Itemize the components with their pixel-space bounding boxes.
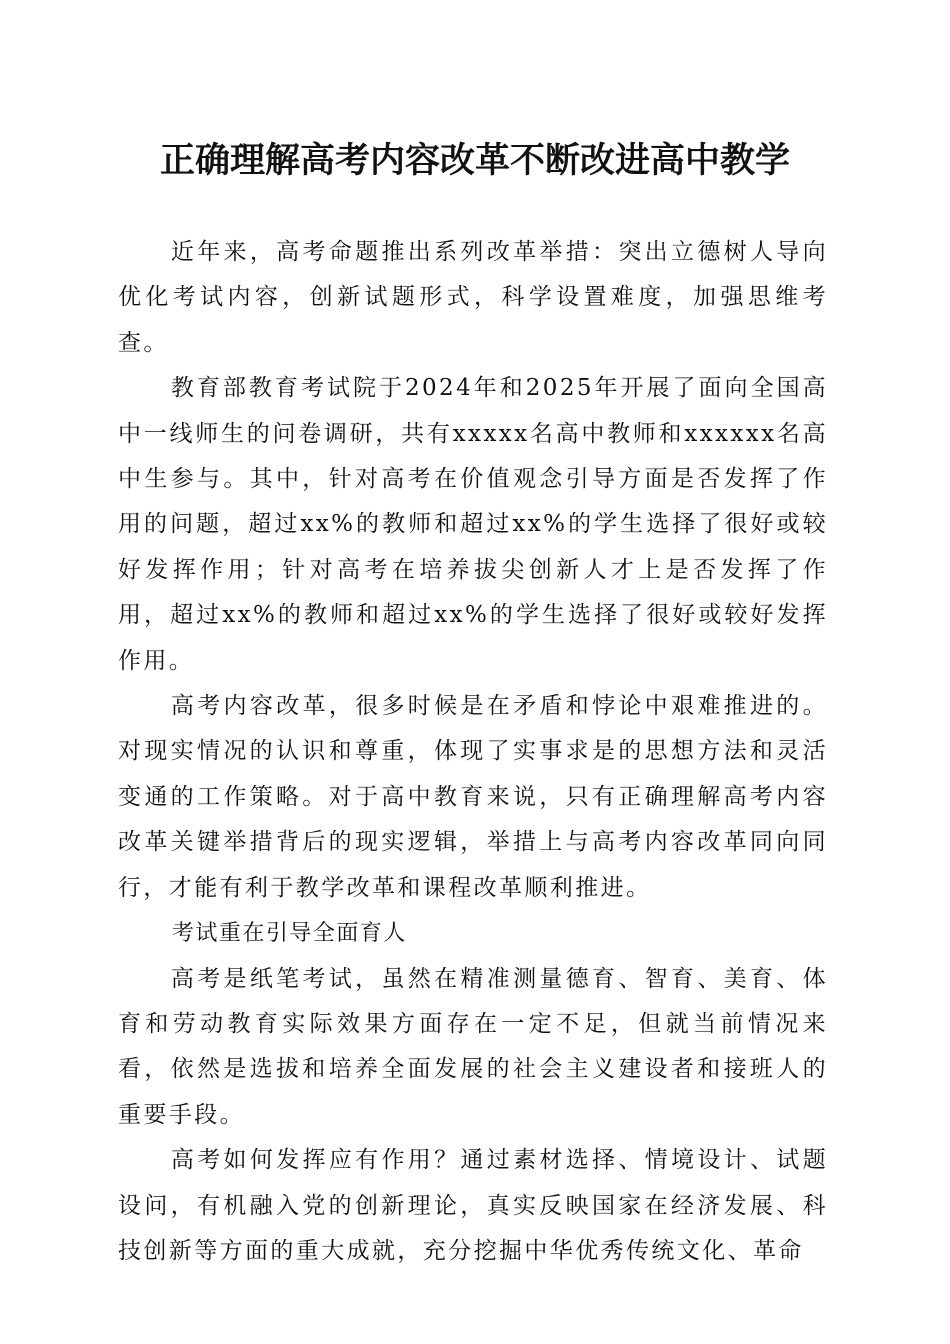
document-title: 正确理解高考内容改革不断改进高中教学: [159, 140, 790, 181]
paragraph-exam-function: 高考如何发挥应有作用？通过素材选择、情境设计、试题设问，有机融入党的创新理论，真实反映国家在经济发展、科技创新等方面的重大成就，充分挖掘中华优秀传统文化、革命: [118, 1147, 828, 1264]
section-heading: 考试重在引导全面育人: [171, 921, 407, 947]
paragraph-reform: 高考内容改革，很多时候是在矛盾和悖论中艰难推进的。对现实情况的认识和尊重，体现了实事求是的思想方法和灵活变通的工作策略。对于高中教育来说，只有正确理解高考内容改革关键举措背后的现实逻辑，举措上与高考内容改革同向同行，才能有利于教学改革和课程改革顺利推进。: [118, 693, 828, 901]
paragraph-intro: 近年来，高考命题推出系列改革举措：突出立德树人导向优化考试内容，创新试题形式，科学设置难度，加强思维考查。: [118, 239, 828, 356]
paragraph-exam-role: 高考是纸笔考试，虽然在精准测量德育、智育、美育、体育和劳动教育实际效果方面存在一定不足，但就当前情况来看，依然是选拔和培养全面发展的社会主义建设者和接班人的重要手段。: [118, 965, 828, 1128]
paragraph-survey: 教育部教育考试院于2024年和2025年开展了面向全国高中一线师生的问卷调研，共有xxxxx名高中教师和xxxxxx名高中生参与。其中，针对高考在价值观念引导方面是否发挥了作用的问题，超过xx%的教师和超过xx%的学生选择了很好或较好发挥作用；针对高考在培养拔尖创新人才上是否发挥了作用，超过xx%的教师和超过xx%的学生选择了很好或较好发挥作用。: [118, 375, 828, 674]
document-body: [118, 230, 828, 1274]
